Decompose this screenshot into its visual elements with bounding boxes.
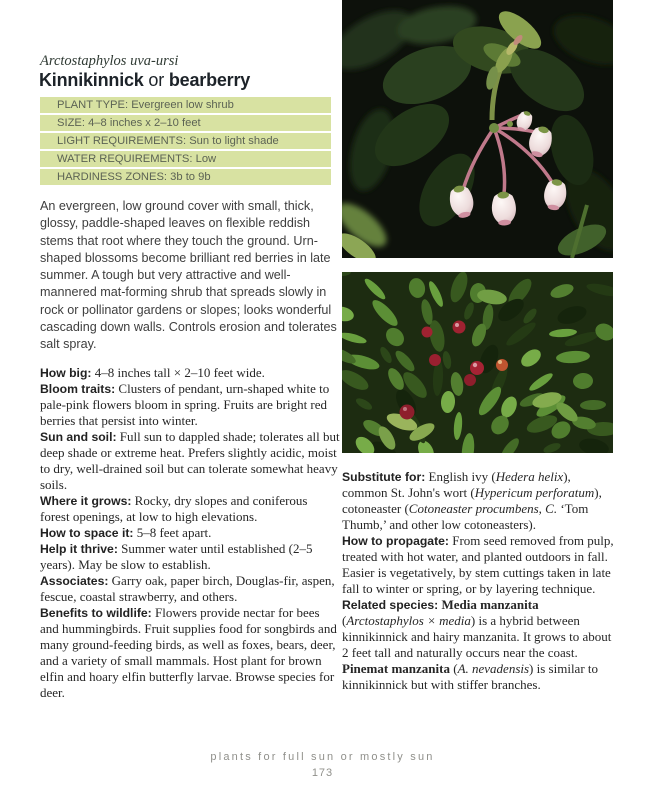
running-head: plants for full sun or mostly sun bbox=[210, 751, 435, 763]
info-table-row: LIGHT REQUIREMENTS: Sun to light shade bbox=[40, 133, 331, 149]
info-table-row: WATER REQUIREMENTS: Low bbox=[40, 151, 331, 167]
info-table-row: HARDINESS ZONES: 3b to 9b bbox=[40, 169, 331, 185]
attribute-paragraph: Help it thrive: Summer water until established (2–5 years). May be slow to establish. bbox=[40, 541, 313, 572]
details-section bbox=[342, 469, 618, 693]
attribute-paragraph: How big: 4–8 inches tall × 2–10 feet wide. bbox=[40, 365, 265, 380]
plant-info-table bbox=[40, 97, 331, 187]
info-table-row: PLANT TYPE: Evergreen low shrub bbox=[40, 97, 331, 113]
attribute-paragraph: Where it grows: Rocky, dry slopes and coniferous forest openings, at low to high elevations. bbox=[40, 493, 308, 524]
description-paragraph: An evergreen, low ground cover with small, thick, glossy, paddle-shaped leaves on flexible reddish stems that root where they touch the ground. Urn-shaped blossoms become brilliant red berries in late summer. A tough but very attractive and well-mannered mat-forming shrub that spreads slowly in rock or pollinator gardens or slopes; looks wonderful cascading down walls. Controls erosion and tolerates salt spray. bbox=[40, 199, 337, 352]
species-name: Arctostaphylos uva-ursi bbox=[40, 53, 179, 69]
kinnikinnick-flowers-photo bbox=[342, 0, 613, 258]
common-name-heading bbox=[39, 70, 349, 91]
common-name-primary: Kinnikinnick bbox=[39, 70, 144, 90]
attribute-paragraph: How to space it: 5–8 feet apart. bbox=[40, 525, 212, 540]
attributes-section bbox=[40, 365, 340, 701]
detail-paragraph: How to propagate: From seed removed from pulp, treated with hot water, and planted outdoors in fall. Easier is vegetatively, by stem cuttings taken in late fall to winter or spring, or by layering technique. bbox=[342, 533, 614, 596]
kinnikinnick-berries-photo bbox=[342, 272, 613, 453]
page-number: 173 bbox=[311, 767, 334, 779]
info-table-row: SIZE: 4–8 inches x 2–10 feet bbox=[40, 115, 331, 131]
detail-paragraph: Related species: Media manzanita (Arctostaphylos × media) is a hybrid between kinnikinnick and hairy manzanita. It grows to about 2 feet tall and naturally occurs near the coast. Pinemat manzanita (A. nevadensis) is similar to kinnikinnick but with stiffer branches. bbox=[342, 597, 612, 692]
common-name-conjunction: or bbox=[143, 70, 169, 90]
detail-paragraph: Substitute for: English ivy (Hedera helix), common St. John's wort (Hypericum perforatum), cotoneaster (Cotoneaster procumbens, C. ‘Tom Thumb,’ and other low cotoneasters). bbox=[342, 469, 602, 532]
attribute-paragraph: Associates: Garry oak, paper birch, Douglas-fir, aspen, fescue, coastal strawberry, and others. bbox=[40, 573, 335, 604]
common-name-secondary: bearberry bbox=[168, 70, 251, 90]
attribute-paragraph: Benefits to wildlife: Flowers provide nectar for bees and hummingbirds. Fruit supplies food for songbirds and many ground-feeding birds, as well as foxes, bears, deer, and a variety of small mammals. Host plant for brown elfin and hoary elfin butterfly larvae. Browse species for deer. bbox=[40, 605, 337, 700]
attribute-paragraph: Bloom traits: Clusters of pendant, urn-shaped white to pale-pink flowers bloom in spring. Fruits are bright red berries that persist into winter. bbox=[40, 381, 330, 428]
attribute-paragraph: Sun and soil: Full sun to dappled shade; tolerates all but deep shade or extreme heat. Prefers slightly acidic, moist to dry, well-drained soil but can tolerate somewhat heavy soils. bbox=[40, 429, 340, 492]
